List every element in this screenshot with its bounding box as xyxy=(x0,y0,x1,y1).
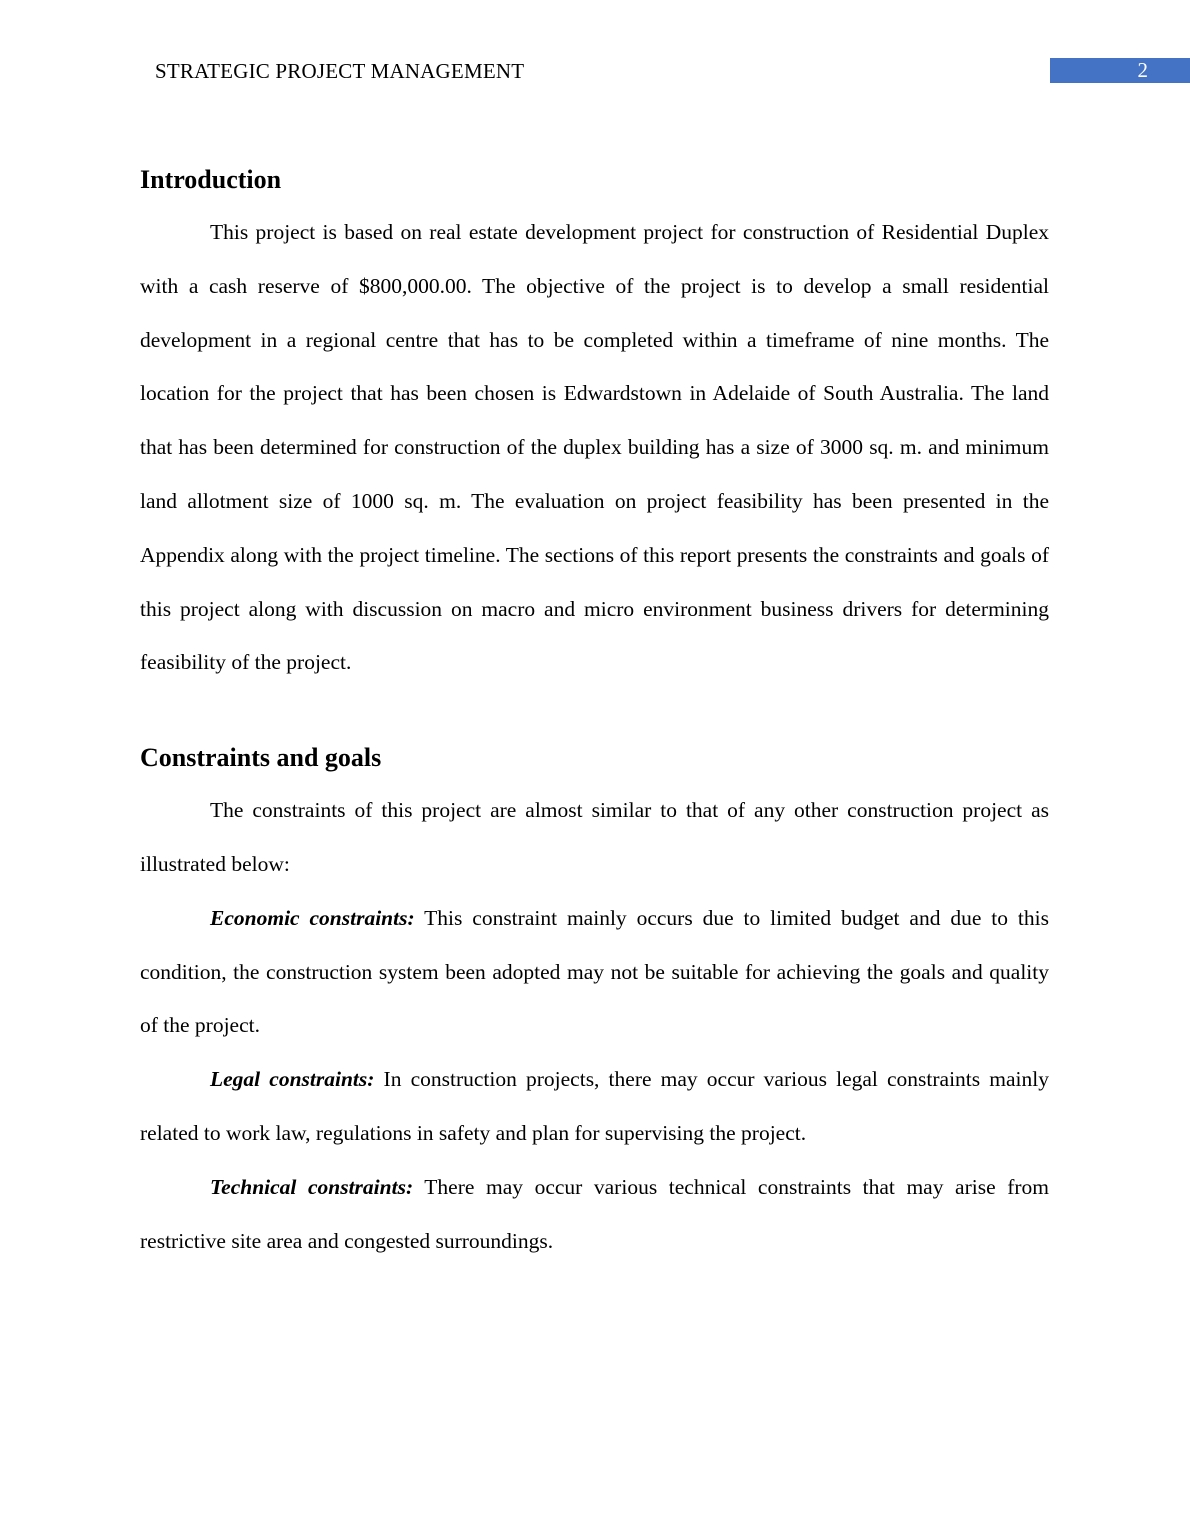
legal-constraints-text: In construction projects, there may occur various legal constraints mainly related to work law, regulations in safety and plan for supervising the project. xyxy=(140,1067,1049,1145)
introduction-heading: Introduction xyxy=(140,165,282,194)
legal-constraints-term: Legal constraints: xyxy=(210,1067,375,1092)
legal-constraints-paragraph xyxy=(140,1053,1049,1161)
page-number-badge: 2 xyxy=(1050,58,1190,83)
technical-constraints-paragraph xyxy=(140,1161,1049,1269)
economic-constraints-text: This constraint mainly occurs due to limited budget and due to this condition, the construction system been adopted may not be suitable for achieving the goals and quality of the project. xyxy=(140,905,1049,1038)
economic-constraints-term: Economic constraints: xyxy=(210,905,415,930)
economic-constraints-paragraph xyxy=(140,892,1049,1053)
running-header-title: STRATEGIC PROJECT MANAGEMENT xyxy=(155,59,525,83)
introduction-paragraph: This project is based on real estate development project for construction of Residential Duplex with a cash reserve of $800,000.00. The objective of the project is to develop a small residential development in a regional centre that has to be completed within a timeframe of nine months. The location for the project that has been chosen is Edwardstown in Adelaide of South Australia. The land that has been determined for construction of the duplex building has a size of 3000 sq. m. and minimum land allotment size of 1000 sq. m. The evaluation on project feasibility has been presented in the Appendix along with the project timeline. The sections of this report presents the constraints and goals of this project along with discussion on macro and micro environment business drivers for determining feasibility of the project. xyxy=(140,220,1049,675)
document-body xyxy=(140,160,1049,1268)
technical-constraints-term: Technical constraints: xyxy=(210,1174,414,1199)
technical-constraints-text: There may occur various technical constraints that may arise from restrictive site area and congested surroundings. xyxy=(140,1174,1049,1253)
constraints-heading: Constraints and goals xyxy=(140,743,382,773)
constraints-intro-paragraph: The constraints of this project are almost similar to that of any other construction project as illustrated below: xyxy=(140,798,1049,876)
